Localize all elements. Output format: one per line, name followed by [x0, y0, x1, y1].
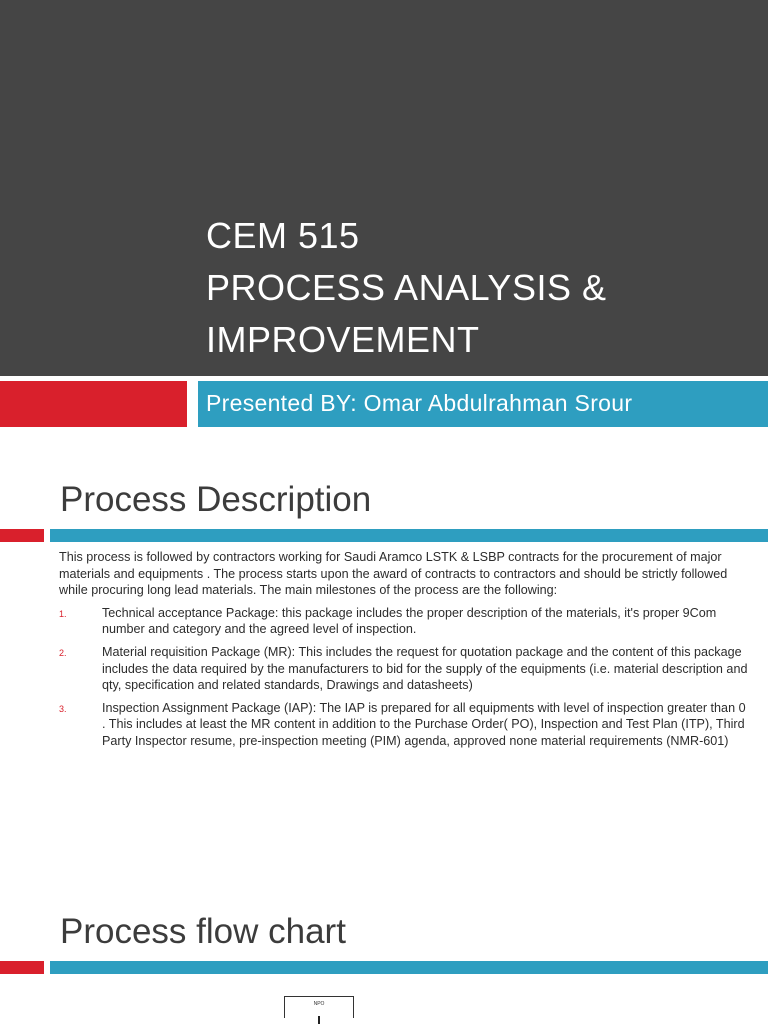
- process-flow-chart-title: Process flow chart: [60, 912, 346, 951]
- flowchart-connector: [318, 1016, 320, 1024]
- list-item-text: Inspection Assignment Package (IAP): The IAP is prepared for all equipments with level of inspection greater than 0 . This includes at least the MR content in addition to the Purchase Order( PO), Inspection and Test Plan (ITP), Third Party Inspector resume, pre-inspection meeting (PIM) agenda, approved none material requirements (NMR-601): [102, 700, 746, 748]
- list-number: 1.: [59, 608, 67, 619]
- list-item: [59, 644, 749, 694]
- process-description-body: [59, 549, 749, 756]
- blue-divider-bar: [50, 529, 768, 542]
- list-item-text: Material requisition Package (MR): This includes the request for quotation package and the content of this package includes the data required by the manufacturers to bid for the supply of the equipments (i.e. material description and qty, specification and related standards, Drawings and datasheets): [102, 644, 748, 693]
- flowchart-box-label: NPO: [313, 1001, 325, 1007]
- list-number: 2.: [59, 647, 67, 658]
- intro-paragraph: This process is followed by contractors working for Saudi Aramco LSTK & LSBP contracts for the procurement of major materials and equipments . The process starts upon the award of contracts to contractors and should be strictly followed while procuring long lead materials. The main milestones of the process are the following:: [59, 550, 728, 598]
- list-item: [59, 605, 749, 638]
- process-description-title: Process Description: [60, 480, 372, 519]
- list-number: 3.: [59, 703, 67, 714]
- title-line: CEM 515: [206, 215, 360, 256]
- milestone-list: [59, 605, 749, 750]
- title-line: IMPROVEMENT: [206, 319, 480, 360]
- list-item: [59, 700, 749, 750]
- red-accent-bar: [0, 381, 187, 427]
- flowchart-start-box: [284, 996, 354, 1018]
- blue-divider-bar: [50, 961, 768, 974]
- presenter-subtitle: Presented BY: Omar Abdulrahman Srour: [206, 390, 633, 416]
- title-line: PROCESS ANALYSIS &: [206, 267, 607, 308]
- list-item-text: Technical acceptance Package: this package includes the proper description of the materials, it's proper 9Com number and category and the agreed level of inspection.: [102, 605, 717, 637]
- presentation-title: [206, 210, 606, 366]
- red-divider-bar: [0, 529, 44, 542]
- red-divider-bar: [0, 961, 44, 974]
